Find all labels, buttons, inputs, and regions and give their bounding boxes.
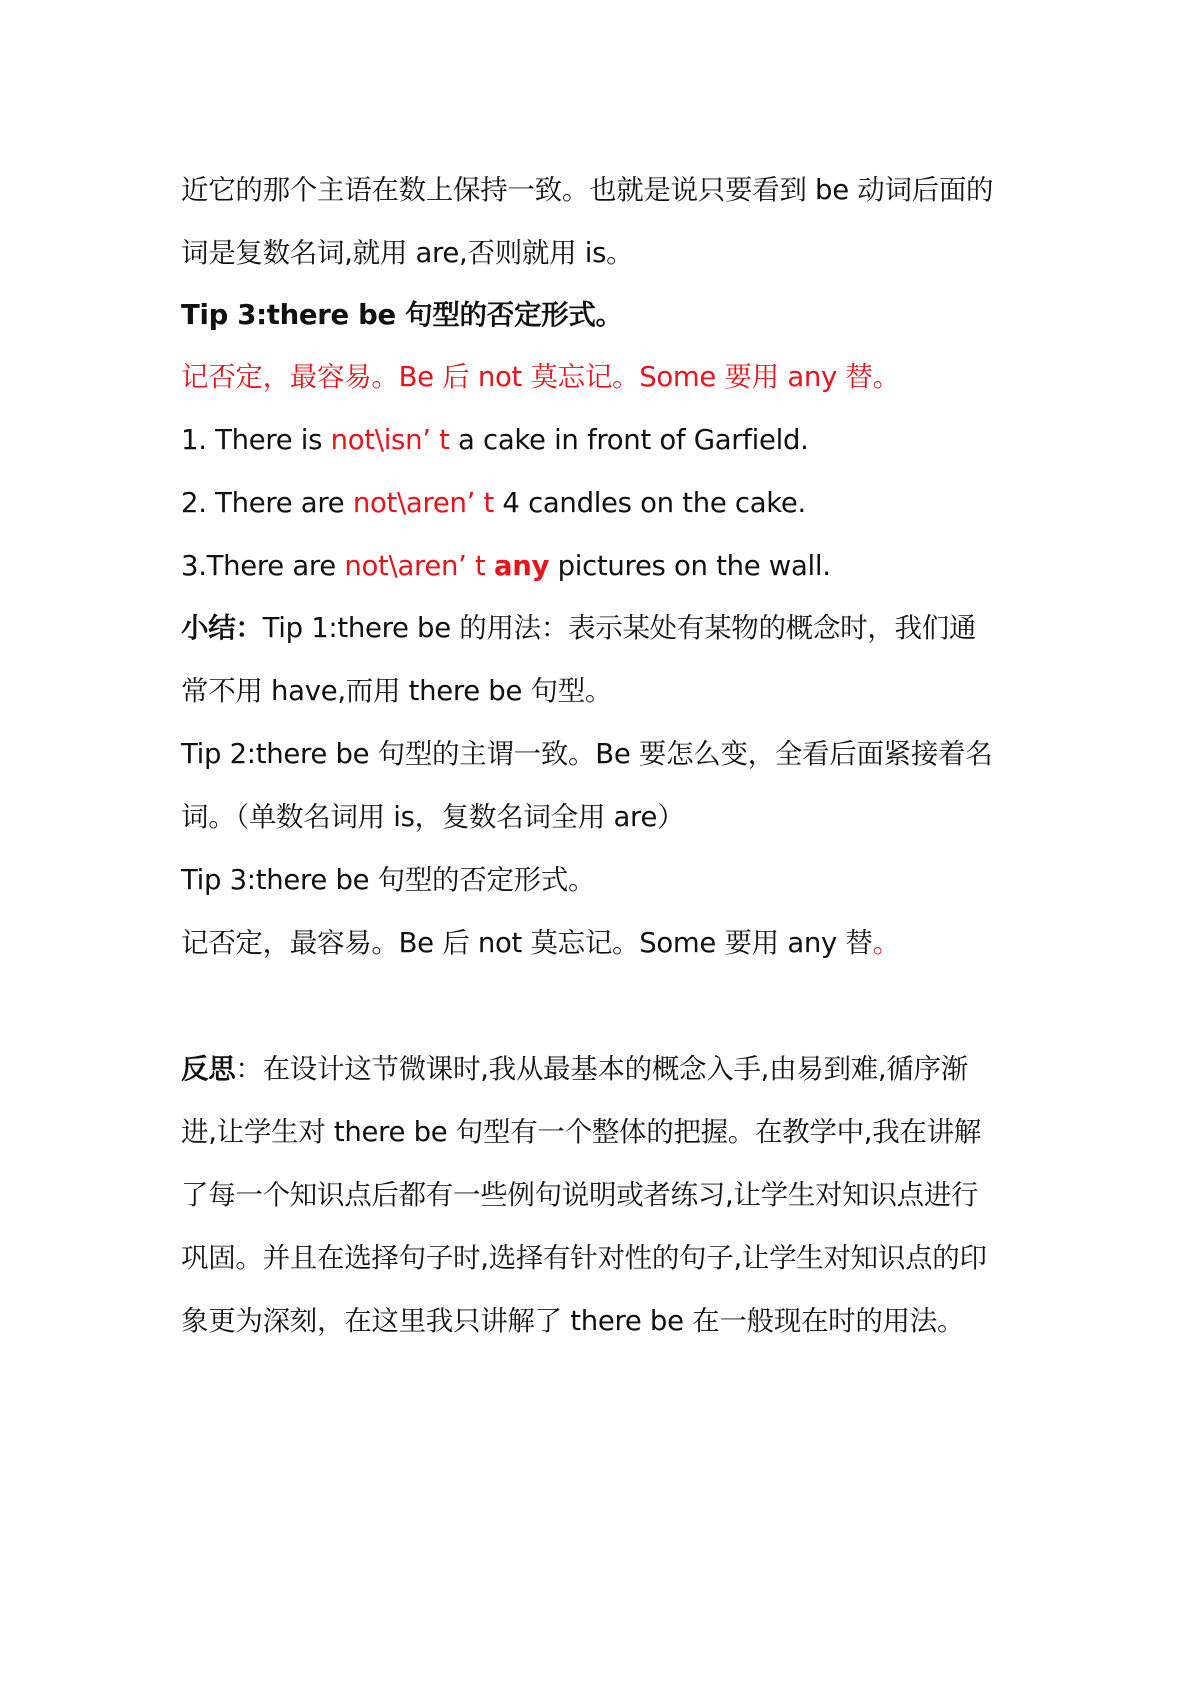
example-text: 2. There are — [181, 487, 353, 519]
summary-label: 小结： — [181, 612, 263, 644]
reflection-text: ：在设计这节微课时,我从最基本的概念入手,由易到难,循序渐 — [235, 1053, 968, 1085]
reflection-line-1 — [181, 1049, 968, 1089]
example-text: a cake in front of Garfield. — [449, 424, 809, 456]
reflection-line-4: 巩固。并且在选择句子时,选择有针对性的句子,让学生对知识点的印 — [181, 1242, 987, 1274]
reflection-label: 反思 — [181, 1053, 236, 1085]
negation-highlight: not\aren’ t — [352, 487, 494, 519]
example-sentence-3 — [181, 546, 831, 586]
tip3-heading: Tip 3:there be 句型的否定形式。 — [181, 299, 623, 331]
paragraph-line: 近它的那个主语在数上保持一致。也就是说只要看到 be 动词后面的 — [181, 174, 994, 206]
red-period: 。 — [872, 927, 900, 959]
example-sentence-2 — [181, 483, 806, 523]
example-sentence-1 — [181, 420, 809, 460]
example-text: pictures on the wall. — [549, 550, 831, 582]
example-text: 3.There are — [181, 550, 345, 582]
negation-rhyme: 记否定，最容易。Be 后 not 莫忘记。Some 要用 any 替。 — [181, 361, 900, 393]
summary-line-4: 词。（单数名词用 is，复数名词全用 are） — [181, 801, 685, 833]
reflection-line-3: 了每一个知识点后都有一些例句说明或者练习,让学生对知识点进行 — [181, 1179, 979, 1211]
negation-highlight: not\aren’ t — [344, 550, 494, 582]
summary-text: 记否定，最容易。Be 后 not 莫忘记。Some 要用 any 替 — [181, 927, 873, 959]
summary-text: Tip 1:there be 的用法：表示某处有某物的概念时，我们通 — [262, 612, 977, 644]
summary-line-2: 常不用 have,而用 there be 句型。 — [181, 675, 613, 707]
summary-line-5: Tip 3:there be 句型的否定形式。 — [181, 864, 596, 896]
summary-line-1 — [181, 608, 976, 648]
example-text: 4 candles on the cake. — [493, 487, 806, 519]
paragraph-line: 词是复数名词,就用 are,否则就用 is。 — [181, 237, 634, 269]
reflection-line-5: 象更为深刻，在这里我只讲解了 there be 在一般现在时的用法。 — [181, 1305, 965, 1337]
negation-highlight: not\isn’ t — [330, 424, 450, 456]
example-text: 1. There is — [181, 424, 331, 456]
summary-line-3: Tip 2:there be 句型的主谓一致。Be 要怎么变，全看后面紧接着名 — [181, 738, 993, 770]
any-highlight: any — [494, 550, 550, 582]
summary-line-6 — [181, 923, 900, 963]
reflection-line-2: 进,让学生对 there be 句型有一个整体的把握。在教学中,我在讲解 — [181, 1116, 982, 1148]
